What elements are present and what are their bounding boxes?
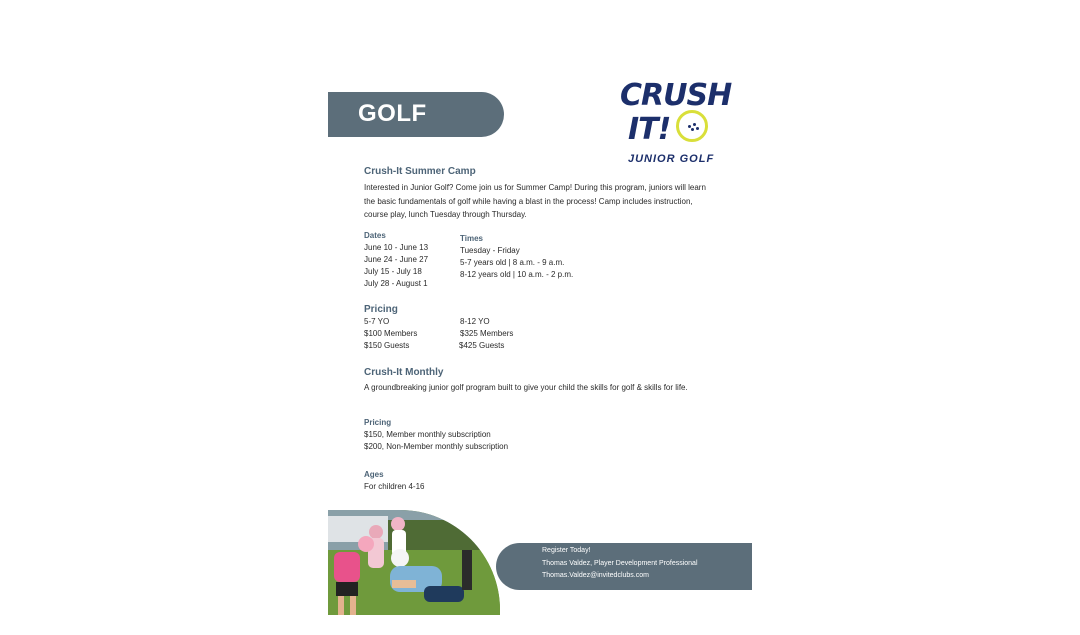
- ages-label: Ages: [364, 470, 384, 479]
- register-heading: Register Today!: [542, 547, 591, 554]
- monthly-description: A groundbreaking junior golf program built to give your child the skills for golf & skills for life.: [364, 383, 688, 392]
- pricing-label: Pricing: [364, 304, 398, 315]
- time-item: 5-7 years old | 8 a.m. - 9 a.m.: [460, 258, 565, 267]
- monthly-pricing-item: $200, Non-Member monthly subscription: [364, 442, 509, 451]
- golf-ball-icon: [676, 110, 708, 142]
- register-contact-name: Thomas Valdez, Player Development Professional: [542, 560, 698, 567]
- golf-badge: [328, 92, 504, 137]
- pricing-item: 5-7 YO: [364, 317, 390, 326]
- crush-it-logo: [618, 78, 732, 173]
- time-item: 8-12 years old | 10 a.m. - 2 p.m.: [460, 270, 574, 279]
- date-item: July 28 - August 1: [364, 279, 428, 288]
- date-item: June 24 - June 27: [364, 255, 429, 264]
- monthly-title: Crush-It Monthly: [364, 367, 444, 378]
- date-item: June 10 - June 13: [364, 243, 429, 252]
- flyer-page: [328, 78, 752, 615]
- logo-line-1: CRUSH: [620, 78, 732, 113]
- monthly-pricing-item: $150, Member monthly subscription: [364, 430, 491, 439]
- logo-line-3: JUNIOR GOLF: [628, 153, 715, 165]
- summer-camp-description: Interested in Junior Golf? Come join us for Summer Camp! During this program, juniors will learn the basic fundamentals of golf while having a blast in the process! Camp includes instruction, course play, lunch Tuesday through Thursday.: [364, 183, 706, 219]
- logo-line-2: IT!: [628, 112, 671, 147]
- register-banner: [496, 543, 752, 590]
- pricing-item: $325 Members: [460, 329, 514, 338]
- summer-camp-title: Crush-It Summer Camp: [364, 166, 476, 177]
- times-label: Times: [460, 234, 483, 243]
- pricing-item: $100 Members: [364, 329, 418, 338]
- pricing-item: 8-12 YO: [460, 317, 490, 326]
- pricing-item: $150 Guests: [364, 341, 410, 350]
- pricing-item: $425 Guests: [459, 341, 505, 350]
- monthly-pricing-label: Pricing: [364, 418, 392, 427]
- time-item: Tuesday - Friday: [460, 246, 520, 255]
- dates-label: Dates: [364, 231, 386, 240]
- register-email-link[interactable]: Thomas.Valdez@invitedclubs.com: [542, 572, 649, 579]
- golf-lesson-photo: [328, 510, 500, 615]
- ages-value: For children 4-16: [364, 482, 425, 491]
- golf-badge-label: GOLF: [358, 100, 427, 127]
- date-item: July 15 - July 18: [364, 267, 422, 276]
